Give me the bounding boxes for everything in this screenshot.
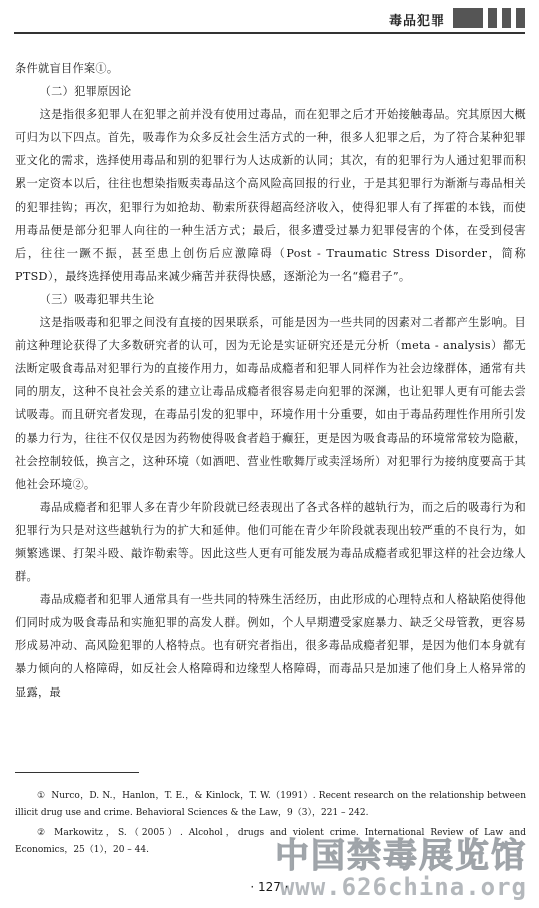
paragraph: 毒品成瘾者和犯罪人通常具有一些共同的特殊生活经历，由此形成的心理特点和人格缺陷使得他们同时成为吸食毒品和实施犯罪的高发人群。例如，个人早期遭受家庭暴力、缺乏父母管教，更容易形成易冲动、高风险犯罪的人格特点。也有研究者指出，很多毒品成瘾者犯罪，是因为他们本身就有暴力倾向的人格障碍，如反社会人格障碍和边缘型人格障碍，而毒品只是加速了他们身上人格异常的显露，最 xyxy=(15,593,526,699)
paragraph: 这是指吸毒和犯罪之间没有直接的因果联系，可能是因为一些共同的因素对二者都产生影响。目前这种理论获得了大多数研究者的认可，因为无论是实证研究还是元分析（meta - analysis）都无法断定吸食毒品对犯罪行为的直接作用力，如毒品成瘾者和犯罪人同样作为社会边缘群体，通常有共同的朋友，这种不良社会关系的建立让毒品成瘾者很容易走向犯罪的深渊，也让犯罪人更有可能去尝试吸毒。而且研究者发现，在毒品引发的犯罪中，环境作用十分重要，如由于毒品药理性作用所引发的暴力行为，往往不仅仅是因为药物使得吸食者趋于癫狂，更是因为吸食毒品的环境常常较为隐蔽，社会控制较低，换言之，这种环境（如酒吧、营业性歌舞厅或卖淫场所）对犯罪行为接纳度要高于其他社会环境②。 xyxy=(15,316,526,491)
footnote-rule xyxy=(15,772,139,773)
watermark-name: 中国禁毒展览馆 xyxy=(275,836,527,876)
section-heading: （三）吸毒犯罪共生论 xyxy=(39,292,155,306)
paragraph: 这是指很多犯罪人在犯罪之前并没有使用过毒品，而在犯罪之后才开始接触毒品。究其原因大概可归为以下四点。首先，吸毒作为众多反社会生活方式的一种，很多人犯罪之后，为了符合某种犯罪亚文化的需求，选择使用毒品和别的犯罪行为人达成新的认同；其次，有的犯罪行为人通过犯罪而积累一定资本以后，往往也想染指贩卖毒品这个高风险高回报的行业，于是其犯罪行为渐渐与毒品相关的犯罪挂钩；再次，犯罪行为如抢劫、勒索所获得超高经济收入，使得犯罪人有了挥霍的本钱，而使用毒品便是部分犯罪人向往的一种生活方式；最后，很多遭受过暴力犯罪侵害的个体，在受到侵害后，往往一蹶不振，甚至患上创伤后应激障碍（Post - Traumatic Stress Disorder，简称 PTSD），最终选择使用毒品来减少痛苦并获得快感，逐渐沦为一名“瘾君子”。 xyxy=(15,108,526,283)
watermark-url: www.626china.org xyxy=(279,873,527,901)
footnote-number: ① xyxy=(37,791,46,801)
paragraph: 毒品成瘾者和犯罪人多在青少年阶段就已经表现出了各式各样的越轨行为，而之后的吸毒行为和犯罪行为只是对这些越轨行为的扩大和延伸。他们可能在青少年阶段就表现出较严重的不良行为，如频繁逃课、打架斗殴、敲诈勒索等。因此这些人更有可能发展为毒品成瘾者或犯罪这样的社会边缘人群。 xyxy=(15,500,526,584)
main-text xyxy=(15,57,526,704)
header-title: 毒品犯罪 xyxy=(388,14,445,29)
footnote-text: Markowitz，S.（2005）. Alcohol，drugs and violent crime. International Review of Law and Economics，25（1），20 – 44. xyxy=(15,828,526,855)
paragraph: 条件就盲目作案①。 xyxy=(15,62,119,75)
page-number: · 127 · xyxy=(250,880,289,894)
header-decoration xyxy=(453,8,525,28)
footnote-number: ② xyxy=(37,828,49,838)
footnote-text: Nurco，D. N.，Hanlon，T. E.，& Kinlock，T. W.（1991）. Recent research on the relationship between illicit drug use and crime. Behavioral Sciences & the Law，9（3），221 – 242. xyxy=(15,791,526,818)
footnote xyxy=(15,788,526,821)
header-rule xyxy=(14,32,525,34)
running-header xyxy=(0,0,539,34)
section-heading: （二）犯罪原因论 xyxy=(39,85,132,99)
